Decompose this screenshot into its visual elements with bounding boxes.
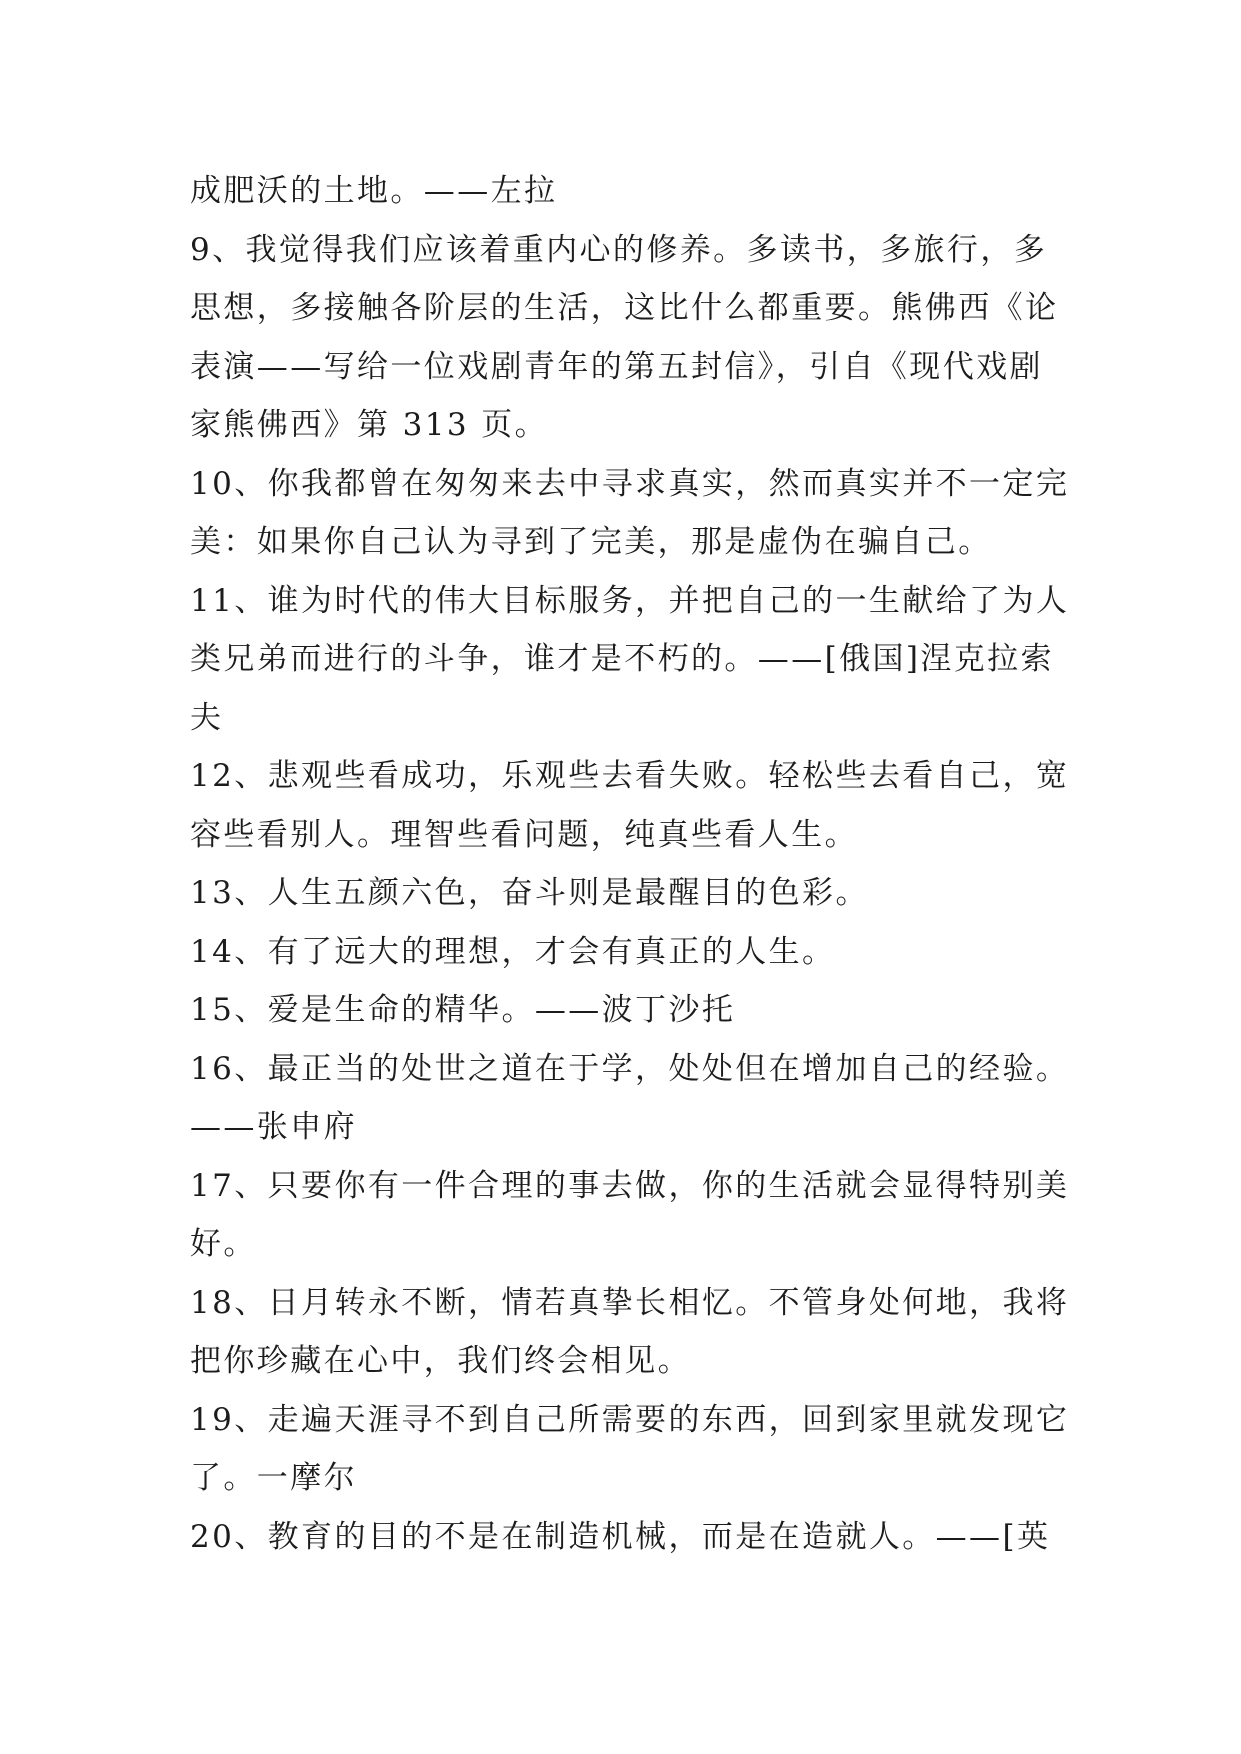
text-line: 成肥沃的土地。——左拉	[190, 173, 558, 209]
text-line: 夫	[190, 699, 224, 736]
text-line: 16、最正当的处世之道在于学，处处但在增加自己的经验。	[190, 1050, 1070, 1087]
text-line: 11、谁为时代的伟大目标服务，并把自己的一生献给了为人	[190, 582, 1070, 619]
text-line: 15、爱是生命的精华。——波丁沙托	[190, 992, 736, 1028]
text-line: 思想，多接触各阶层的生活，这比什么都重要。熊佛西《论	[190, 290, 1059, 326]
text-line: 17、只要你有一件合理的事去做，你的生活就会显得特别美	[190, 1167, 1070, 1204]
text-line: 19、走遍天涯寻不到自己所需要的东西，回到家里就发现它	[190, 1401, 1070, 1438]
text-line: 美：如果你自己认为寻到了完美，那是虚伪在骗自己。	[190, 524, 992, 560]
text-line: 容些看别人。理智些看问题，纯真些看人生。	[190, 816, 858, 853]
text-line: 10、你我都曾在匆匆来去中寻求真实，然而真实并不一定完	[190, 465, 1070, 502]
document-body	[190, 162, 1070, 1566]
text-line: 12、悲观些看成功，乐观些去看失败。轻松些去看自己，宽	[190, 758, 1070, 794]
text-line: 好。	[190, 1226, 257, 1262]
text-line: 18、日月转永不断，情若真挚长相忆。不管身处何地，我将	[190, 1284, 1070, 1321]
text-line: 20、教育的目的不是在制造机械，而是在造就人。——[英	[190, 1518, 1051, 1555]
text-line: 表演——写给一位戏剧青年的第五封信》，引自《现代戏剧	[190, 348, 1043, 385]
text-line: ——张申府	[190, 1109, 357, 1145]
text-line: 家熊佛西》第 313 页。	[190, 407, 549, 443]
text-line: 把你珍藏在心中，我们终会相见。	[190, 1343, 691, 1379]
text-line: 13、人生五颜六色，奋斗则是最醒目的色彩。	[190, 875, 869, 911]
text-line: 9、我觉得我们应该着重内心的修养。多读书，多旅行，多	[190, 231, 1048, 268]
text-line: 14、有了远大的理想，才会有真正的人生。	[190, 933, 836, 970]
text-line: 了。一摩尔	[190, 1460, 357, 1496]
text-line: 类兄弟而进行的斗争，谁才是不朽的。——[俄国]涅克拉索	[190, 641, 1054, 677]
